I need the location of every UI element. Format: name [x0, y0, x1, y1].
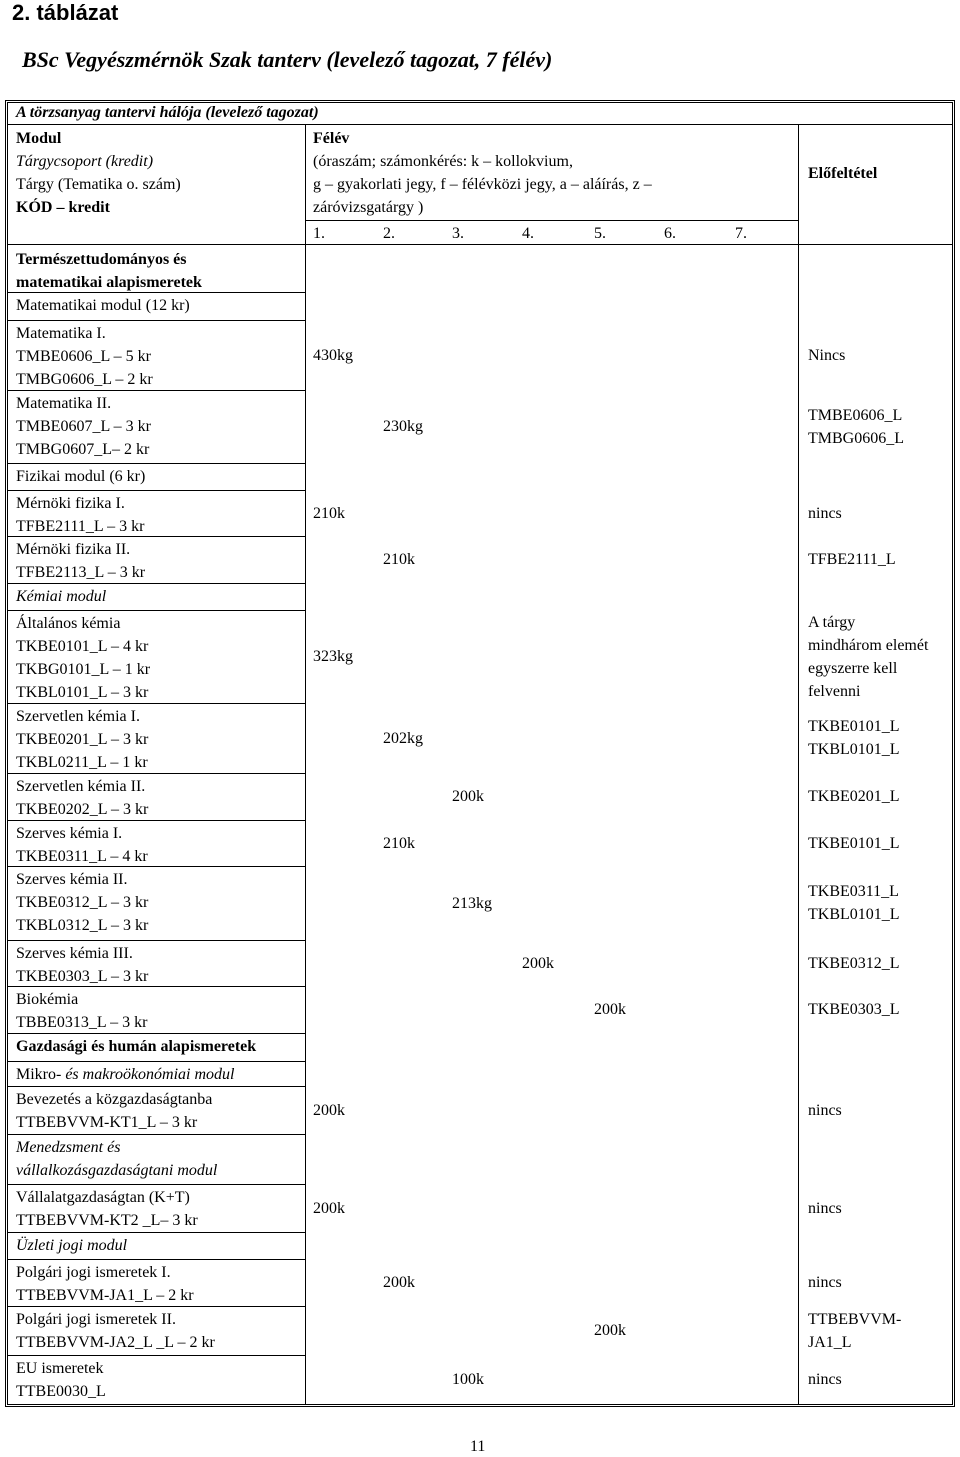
header-targy: Tárgy (Tematika o. szám)	[16, 176, 181, 193]
semester-value: 200k	[313, 1101, 345, 1119]
course-code: TKBE0312_L – 3 kr	[16, 894, 149, 911]
semester-value: 210k	[383, 834, 415, 852]
course-name: Matematika II.	[16, 395, 112, 412]
semester-number: 1.	[313, 225, 325, 242]
semester-value: 210k	[383, 551, 415, 568]
course-code: TMBE0607_L – 3 kr	[16, 418, 151, 435]
page-heading: 2. táblázat	[12, 0, 119, 25]
header-felev-desc-3: záróvizsgatárgy )	[313, 199, 424, 216]
course-code: TTBEBVVM-KT2 _L– 3 kr	[16, 1212, 198, 1229]
prerequisite: TFBE2111_L	[808, 551, 896, 568]
row-divider	[8, 940, 305, 941]
prerequisite: egyszerre kell	[808, 659, 898, 677]
row-divider	[8, 1033, 305, 1034]
row-divider	[8, 820, 305, 821]
course-code: TTBE0030_L	[16, 1383, 106, 1400]
course-code: TKBL0211_L – 1 kr	[16, 754, 148, 771]
header-felev-desc-2: g – gyakorlati jegy, f – félévközi jegy, a – aláírás, z –	[313, 176, 652, 193]
prerequisite: nincs	[808, 1371, 842, 1388]
course-code: TTBEBVVM-KT1_L – 3 kr	[16, 1114, 198, 1131]
course-name: Természettudományos és	[16, 251, 187, 268]
course-code: TKBE0311_L – 4 kr	[16, 848, 148, 865]
semester-value: 200k	[452, 788, 484, 805]
semester-value: 213kg	[452, 894, 492, 912]
row-divider	[8, 986, 305, 987]
header-bottom-divider	[8, 244, 952, 245]
course-name: Általános kémia	[16, 615, 121, 632]
course-name: Szerves kémia I.	[16, 825, 123, 842]
prerequisite: TKBE0312_L	[808, 954, 900, 972]
prerequisite: TKBE0201_L	[808, 788, 900, 805]
semester-header-divider	[305, 220, 798, 221]
prerequisite: Nincs	[808, 346, 846, 364]
semester-value: 430kg	[313, 346, 353, 364]
semester-value: 230kg	[383, 418, 423, 435]
course-code: TMBG0606_L – 2 kr	[16, 371, 153, 388]
course-code: matematikai alapismeretek	[16, 274, 202, 291]
course-code: TFBE2113_L – 3 kr	[16, 564, 146, 581]
prerequisite: nincs	[808, 1274, 842, 1291]
row-divider	[8, 463, 305, 464]
prerequisite: TKBE0101_L	[808, 834, 900, 852]
course-name: Mikro- és makroökonómiai modul	[16, 1066, 235, 1083]
prerequisite: nincs	[808, 504, 842, 522]
prerequisite: JA1_L	[808, 1333, 852, 1351]
semester-number: 5.	[594, 225, 606, 242]
caption-divider	[8, 124, 952, 125]
semester-value: 210k	[313, 504, 345, 522]
course-name: Mérnöki fizika I.	[16, 495, 125, 512]
course-name: Polgári jogi ismeretek I.	[16, 1264, 171, 1281]
course-name: Szervetlen kémia I.	[16, 708, 140, 725]
prerequisite: TMBG0606_L	[808, 429, 904, 447]
row-divider	[8, 490, 305, 491]
course-name: Matematika I.	[16, 325, 106, 342]
row-divider	[8, 1086, 305, 1087]
row-divider	[8, 583, 305, 584]
semester-value: 202kg	[383, 729, 423, 747]
row-divider	[8, 1259, 305, 1260]
prerequisite: mindhárom elemét	[808, 636, 929, 654]
course-code: TKBE0101_L – 4 kr	[16, 638, 149, 655]
semester-number: 4.	[522, 225, 534, 242]
row-divider	[8, 390, 305, 391]
header-modul: Modul	[16, 130, 62, 147]
prerequisite: TKBL0101_L	[808, 741, 900, 758]
course-code: TKBL0101_L – 3 kr	[16, 684, 149, 701]
course-code: TKBE0303_L – 3 kr	[16, 968, 149, 985]
prerequisite: nincs	[808, 1199, 842, 1217]
prerequisite: TKBE0303_L	[808, 1001, 900, 1018]
semester-number: 6.	[664, 225, 676, 242]
course-name: Szerves kémia II.	[16, 871, 128, 888]
prerequisite: TKBE0101_L	[808, 718, 900, 735]
page-title: BSc Vegyészmérnök Szak tanterv (levelező tagozat, 7 félév)	[22, 47, 553, 72]
prerequisite: A tárgy	[808, 613, 856, 631]
course-name: Szerves kémia III.	[16, 945, 133, 962]
table-caption: A törzsanyag tantervi hálója (levelező tagozat)	[16, 104, 319, 121]
semester-number: 2.	[383, 225, 395, 242]
prerequisite: TKBL0101_L	[808, 906, 900, 923]
course-name: Matematikai modul (12 kr)	[16, 297, 190, 314]
course-code: TFBE2111_L – 3 kr	[16, 518, 145, 535]
course-name: Bevezetés a közgazdaságtanba	[16, 1091, 213, 1108]
row-divider	[8, 1232, 305, 1233]
row-divider	[8, 1355, 305, 1356]
header-felev-desc-1: (óraszám; számonkérés: k – kollokvium,	[313, 153, 573, 170]
row-divider	[8, 536, 305, 537]
course-code: TMBG0607_L– 2 kr	[16, 441, 150, 458]
semester-value: 200k	[383, 1274, 415, 1291]
row-divider	[8, 773, 305, 774]
semester-number: 7.	[735, 225, 747, 242]
semester-value: 200k	[522, 954, 554, 972]
semester-value: 323kg	[313, 648, 353, 665]
semester-value: 200k	[594, 1322, 626, 1339]
header-elofeltetel: Előfeltétel	[808, 165, 878, 182]
prerequisite: TMBE0606_L	[808, 406, 903, 424]
header-felev: Félév	[313, 130, 350, 147]
course-name: Menedzsment és	[16, 1139, 121, 1156]
prerequisite: TKBE0311_L	[808, 883, 899, 900]
course-code: TKBL0312_L – 3 kr	[16, 917, 149, 934]
prerequisite: nincs	[808, 1101, 842, 1119]
course-name: Fizikai modul (6 kr)	[16, 468, 146, 485]
row-divider	[8, 292, 305, 293]
semester-value: 200k	[313, 1199, 345, 1217]
course-name: Biokémia	[16, 991, 79, 1008]
course-name: Szervetlen kémia II.	[16, 778, 146, 795]
course-code: vállalkozásgazdaságtani modul	[16, 1162, 218, 1179]
column-divider-semester	[305, 124, 306, 1404]
course-code: TBBE0313_L – 3 kr	[16, 1014, 148, 1031]
course-name: Vállalatgazdaságtan (K+T)	[16, 1189, 190, 1206]
row-divider	[8, 866, 305, 867]
prerequisite: felvenni	[808, 682, 861, 700]
semester-value: 100k	[452, 1371, 484, 1388]
prerequisite: TTBEBVVM-	[808, 1310, 902, 1328]
course-name: Üzleti jogi modul	[16, 1237, 128, 1254]
row-divider	[8, 610, 305, 611]
course-name: Polgári jogi ismeretek II.	[16, 1311, 176, 1328]
row-divider	[8, 1061, 305, 1062]
course-code: TTBEBVVM-JA1_L – 2 kr	[16, 1287, 194, 1304]
course-code: TKBG0101_L – 1 kr	[16, 661, 151, 678]
course-code: TTBEBVVM-JA2_L _L – 2 kr	[16, 1334, 215, 1351]
course-name: Kémiai modul	[16, 588, 107, 605]
course-code: TKBE0201_L – 3 kr	[16, 731, 149, 748]
semester-value: 200k	[594, 1001, 626, 1018]
course-name: Mérnöki fizika II.	[16, 541, 131, 558]
course-name: Gazdasági és humán alapismeretek	[16, 1038, 257, 1055]
course-name: EU ismeretek	[16, 1360, 104, 1377]
course-code: TMBE0606_L – 5 kr	[16, 348, 151, 365]
course-code: TKBE0202_L – 3 kr	[16, 801, 149, 818]
header-targycsoport: Tárgycsoport (kredit)	[16, 153, 154, 170]
row-divider	[8, 703, 305, 704]
semester-number: 3.	[452, 225, 464, 242]
row-divider	[8, 1306, 305, 1307]
header-kod: KÓD – kredit	[16, 199, 110, 216]
row-divider	[8, 320, 305, 321]
page-number: 11	[470, 1438, 486, 1455]
row-divider	[8, 1184, 305, 1185]
row-divider	[8, 1134, 305, 1135]
column-divider-prerequisite	[798, 124, 799, 1404]
